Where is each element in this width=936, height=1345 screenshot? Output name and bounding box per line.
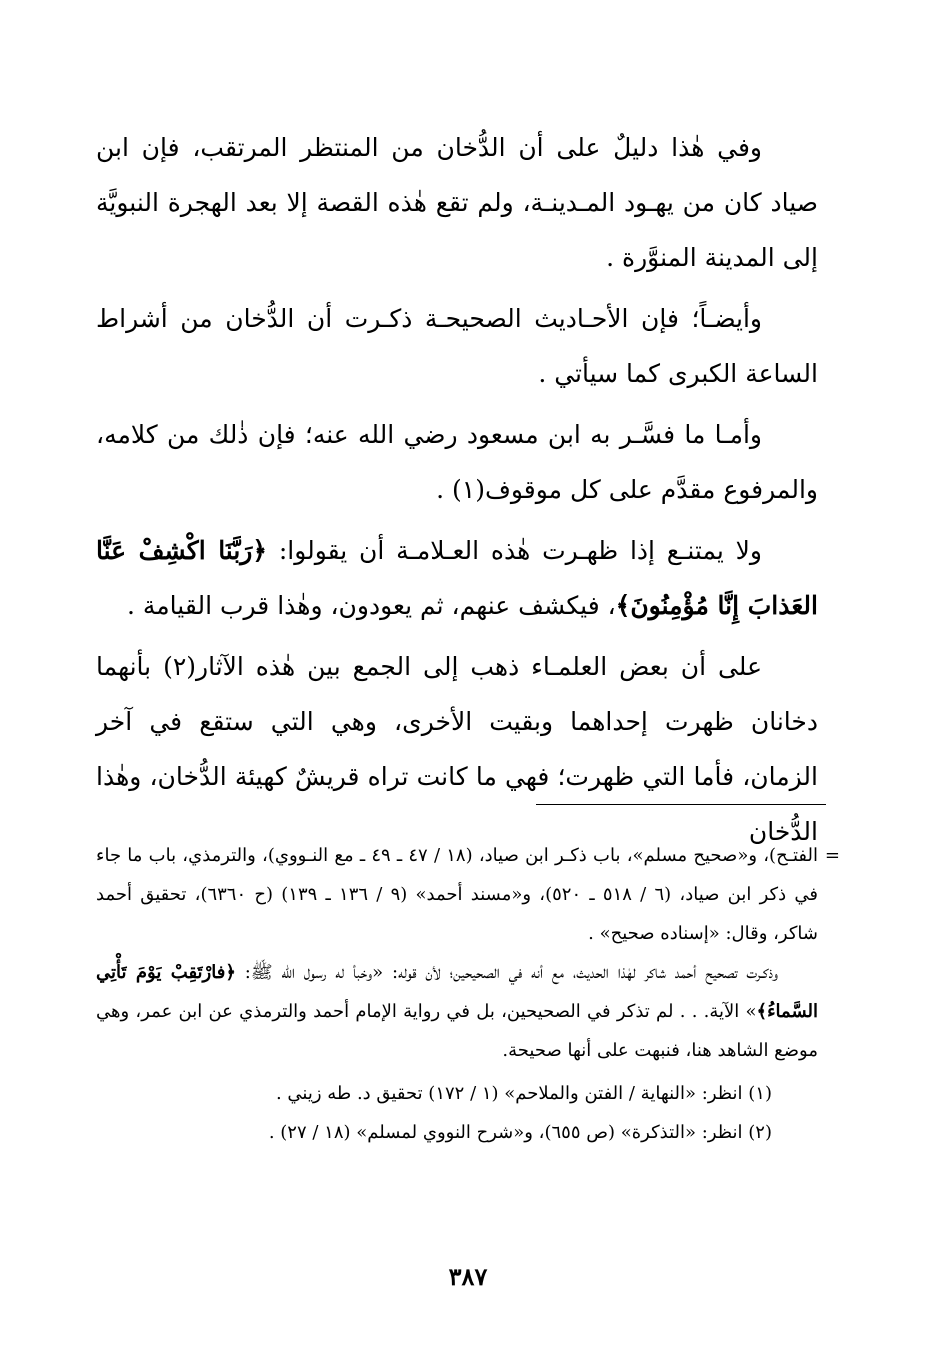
body-paragraph-4 — [96, 523, 818, 633]
body-paragraph-1: وفي هٰذا دليلٌ على أن الدُّخان من المنتظر المرتقب، فإن ابن صياد كان من يهـود المـدينـة، ولم تقع هٰذه القصة إلا بعد الهجرة النبويَّة إلى المدينة المنوَّرة . — [96, 133, 818, 272]
footnote-continuation-text: الفتـح)، و«صحيح مسلم»، باب ذكـر ابن صياد، (١٨ / ٤٧ ـ ٤٩ ـ مع النـووي)، والترمذي، باب ما جاء في ذكر ابن صياد، (٦ / ٥١٨ ـ ٥٢٠)، و«مسند أحمد» (٩ / ١٣٦ ـ ١٣٩) (ح ٦٣٦٠)، تحقيق أحمد شاكر، وقال: «إسناده صحيح» . — [96, 845, 818, 944]
body-paragraph-4-after: ، فيكشف عنهم، ثم يعودون، وهٰذا قرب القيامة . — [126, 591, 616, 620]
footnote-remark — [96, 953, 836, 1070]
footnote-remark-before: وذكـرت تصحيح أحمد شاكر لهٰذا الحديث، مع أنه في الصحيحين؛ لأن قوله: «وخبأ له رسول الله ﷺ: — [235, 962, 778, 983]
body-paragraph-5: على أن بعض العلمـاء ذهب إلى الجمع بين هٰذه الآثار(٢) بأنهما دخانان ظهرت إحداهما وبقيت الأخرى، وهي التي ستقع في آخر الزمان، فأما التي ظهرت؛ فهي ما كانت تراه قريشٌ كهيئة الدُّخان، وهٰذا الدُّخان — [96, 652, 818, 846]
body-paragraph-3: وأمـا ما فسَّـر به ابن مسعود رضي الله عنه؛ فإن ذٰلك من كلامه، والمرفوع مقدَّم على كل موقوف(١) . — [96, 420, 818, 504]
footnote-continuation — [96, 836, 840, 953]
body-paragraph-2: وأيضـاً؛ فإن الأحـاديث الصحيحـة ذكـرت أن الدُّخان من أشراط الساعة الكبرى كما سيأتي . — [96, 304, 818, 388]
page-number: ٣٨٧ — [448, 1262, 488, 1291]
footnote-notes — [96, 1074, 836, 1152]
quran-verse: ﴿رَبَّنَا اكْشِفْ عَنَّا العَذابَ إِنَّا مُؤْمِنُونَ﴾ — [96, 536, 818, 620]
footnote-quran-verse: ﴿فارْتَقِبْ يَوْمَ تَأْتِي السَّماءُ﴾ — [96, 962, 818, 1022]
footnote-1: (١) انظر: «النهاية / الفتن والملاحم» (١ / ١٧٢) تحقيق د. طه زيني . — [275, 1083, 772, 1104]
continuation-marker: = — [824, 845, 840, 866]
footnote-separator — [536, 804, 826, 805]
main-text — [96, 120, 818, 865]
footnotes — [96, 836, 840, 1152]
footnote-2: (٢) انظر: «التذكرة» (ص ٦٥٥)، و«شرح النووي لمسلم» (١٨ / ٢٧) . — [268, 1122, 772, 1143]
footnote-remark-after: » الآية. . . لم تذكر في الصحيحين، بل في رواية الإمام أحمد والترمذي عن ابن عمر، وهي موضع الشاهد هنا، فنبهت على أنها صحيحة. — [96, 1001, 818, 1061]
body-paragraph-4-before: ولا يمتنـع إذا ظهـرت هٰذه العـلامـة أن يقولوا: — [267, 536, 763, 565]
